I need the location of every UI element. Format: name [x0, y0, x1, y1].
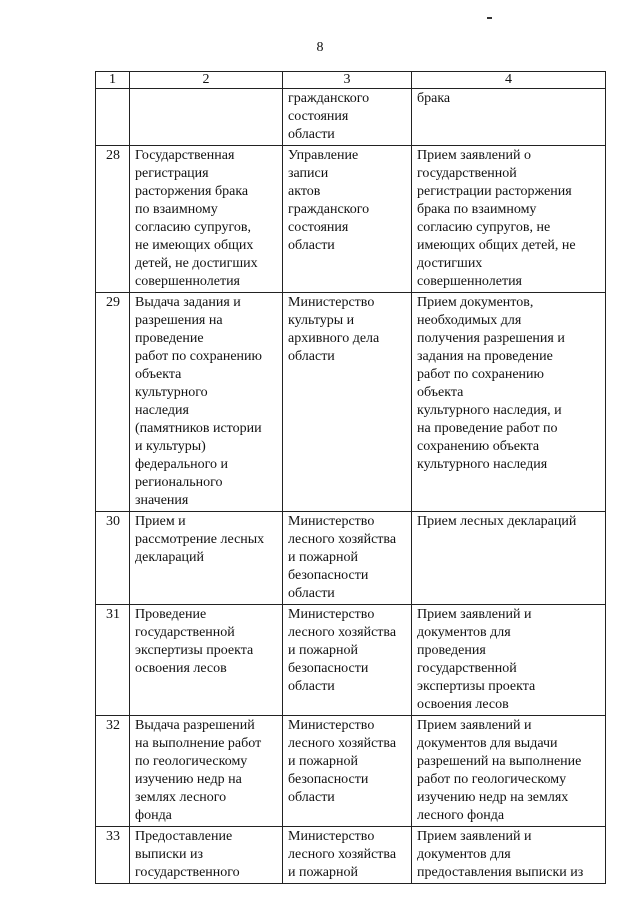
cell-text-line: регистрации расторжения [417, 184, 572, 199]
cell-text-line: культуры и [288, 313, 355, 328]
cell-text-line: состояния [288, 109, 349, 124]
service-name-cell [130, 146, 283, 293]
cell-text-line: на проведение работ по [417, 421, 558, 436]
service-name-cell [130, 512, 283, 605]
cell-text-line: Министерство [288, 829, 375, 844]
table-row [96, 716, 606, 827]
cell-text-line: и культуры) [135, 439, 206, 454]
cell-text-line: государственной [135, 625, 235, 640]
cell-text-line: экспертизы проекта [417, 679, 536, 694]
cell-text-line: брака по взаимному [417, 202, 537, 217]
cell-text-line: безопасности [288, 568, 369, 583]
header-col-4: 4 [412, 72, 606, 89]
procedure-cell [412, 716, 606, 827]
row-number-cell: 32 [96, 716, 130, 827]
cell-text-line: на выполнение работ [135, 736, 262, 751]
cell-text-line: согласию супругов, [135, 220, 251, 235]
cell-text-line: государственной [417, 661, 517, 676]
cell-text-line: значения [135, 493, 189, 508]
cell-text-line: области [288, 349, 335, 364]
cell-text-line: деклараций [135, 550, 205, 565]
service-name-cell [130, 89, 283, 146]
responsible-body-cell [283, 716, 412, 827]
procedure-cell [412, 605, 606, 716]
cell-text-line: фонда [135, 808, 172, 823]
cell-text-line: безопасности [288, 661, 369, 676]
responsible-body-cell [283, 293, 412, 512]
cell-text-line: расторжения брака [135, 184, 249, 199]
cell-text-line: области [288, 679, 335, 694]
cell-text-line: записи [288, 166, 329, 181]
cell-text-line: государственного [135, 865, 240, 880]
cell-text-line: Министерство [288, 718, 375, 733]
cell-text-line: работ по сохранению [135, 349, 262, 364]
cell-text-line: брака [417, 91, 451, 106]
cell-text-line: Государственная [135, 148, 235, 163]
cell-text-line: изучению недр на землях [417, 790, 569, 805]
service-name-cell [130, 827, 283, 884]
cell-text-line: государственной [417, 166, 517, 181]
cell-text-line: проведение [135, 331, 204, 346]
responsible-body-cell [283, 89, 412, 146]
cell-text-line: Проведение [135, 607, 207, 622]
cell-text-line: землях лесного [135, 790, 227, 805]
cell-text-line: лесного хозяйства [288, 625, 397, 640]
service-name-cell [130, 716, 283, 827]
cell-text-line: архивного дела [288, 331, 380, 346]
cell-text-line: по геологическому [135, 754, 248, 769]
cell-text-line: гражданского [288, 202, 370, 217]
cell-text-line: лесного хозяйства [288, 847, 397, 862]
table-row [96, 605, 606, 716]
service-name-cell [130, 293, 283, 512]
cell-text-line: Выдача задания и [135, 295, 241, 310]
cell-text-line: работ по сохранению [417, 367, 544, 382]
row-number-cell: 28 [96, 146, 130, 293]
cell-text-line: совершеннолетия [417, 274, 522, 289]
cell-text-line: культурного [135, 385, 208, 400]
cell-text-line: Прием лесных деклараций [417, 514, 577, 529]
cell-text-line: разрешения на [135, 313, 223, 328]
cell-text-line: объекта [417, 385, 464, 400]
procedure-cell [412, 146, 606, 293]
cell-text-line: изучению недр на [135, 772, 242, 787]
cell-text-line: работ по геологическому [417, 772, 567, 787]
cell-text-line: области [288, 238, 335, 253]
cell-text-line: безопасности [288, 772, 369, 787]
table-row [96, 146, 606, 293]
responsible-body-cell [283, 827, 412, 884]
services-table [95, 71, 606, 884]
cell-text-line: документов для выдачи [417, 736, 558, 751]
procedure-cell [412, 293, 606, 512]
cell-text-line: и пожарной [288, 550, 359, 565]
cell-text-line: необходимых для [417, 313, 522, 328]
cell-text-line: области [288, 790, 335, 805]
header-col-1: 1 [96, 72, 130, 89]
cell-text-line: Предоставление [135, 829, 233, 844]
header-col-3: 3 [283, 72, 412, 89]
row-number-cell: 30 [96, 512, 130, 605]
cell-text-line: Прием документов, [417, 295, 534, 310]
scan-speck [487, 17, 492, 19]
cell-text-line: лесного хозяйства [288, 736, 397, 751]
service-name-cell [130, 605, 283, 716]
cell-text-line: рассмотрение лесных [135, 532, 265, 547]
row-number-cell: 29 [96, 293, 130, 512]
cell-text-line: детей, не достигших [135, 256, 258, 271]
cell-text-line: гражданского [288, 91, 370, 106]
cell-text-line: объекта [135, 367, 182, 382]
table-row [96, 512, 606, 605]
table-row [96, 827, 606, 884]
cell-text-line: и пожарной [288, 865, 359, 880]
procedure-cell [412, 827, 606, 884]
cell-text-line: не имеющих общих [135, 238, 254, 253]
row-number-cell [96, 89, 130, 146]
table-row [96, 89, 606, 146]
cell-text-line: достигших [417, 256, 483, 271]
cell-text-line: области [288, 127, 335, 142]
cell-text-line: и пожарной [288, 643, 359, 658]
cell-text-line: федерального и [135, 457, 229, 472]
cell-text-line: освоения лесов [417, 697, 509, 712]
cell-text-line: Управление [288, 148, 359, 163]
cell-text-line: разрешений на выполнение [417, 754, 582, 769]
cell-text-line: задания на проведение [417, 349, 553, 364]
cell-text-line: культурного наследия, и [417, 403, 562, 418]
cell-text-line: лесного фонда [417, 808, 505, 823]
cell-text-line: Прием заявлений и [417, 829, 532, 844]
cell-text-line: по взаимному [135, 202, 218, 217]
cell-text-line: совершеннолетия [135, 274, 240, 289]
table-body [96, 89, 606, 884]
cell-text-line: Прием заявлений о [417, 148, 531, 163]
cell-text-line: лесного хозяйства [288, 532, 397, 547]
cell-text-line: сохранению объекта [417, 439, 540, 454]
cell-text-line: предоставления выписки из [417, 865, 584, 880]
procedure-cell [412, 512, 606, 605]
cell-text-line: Выдача разрешений [135, 718, 255, 733]
cell-text-line: культурного наследия [417, 457, 548, 472]
row-number-cell: 31 [96, 605, 130, 716]
cell-text-line: наследия [135, 403, 189, 418]
table-row [96, 293, 606, 512]
page-number: 8 [316, 40, 324, 55]
cell-text-line: документов для [417, 847, 511, 862]
cell-text-line: области [288, 586, 335, 601]
cell-text-line: Прием и [135, 514, 186, 529]
cell-text-line: Министерство [288, 607, 375, 622]
responsible-body-cell [283, 512, 412, 605]
row-number-cell: 33 [96, 827, 130, 884]
cell-text-line: и пожарной [288, 754, 359, 769]
cell-text-line: освоения лесов [135, 661, 227, 676]
procedure-cell [412, 89, 606, 146]
table-header-row [96, 72, 606, 89]
header-col-2: 2 [130, 72, 283, 89]
cell-text-line: согласию супругов, не [417, 220, 551, 235]
cell-text-line: Прием заявлений и [417, 607, 532, 622]
responsible-body-cell [283, 146, 412, 293]
cell-text-line: проведения [417, 643, 486, 658]
cell-text-line: экспертизы проекта [135, 643, 254, 658]
cell-text-line: регионального [135, 475, 223, 490]
cell-text-line: Министерство [288, 514, 375, 529]
cell-text-line: Прием заявлений и [417, 718, 532, 733]
cell-text-line: актов [288, 184, 321, 199]
cell-text-line: имеющих общих детей, не [417, 238, 576, 253]
cell-text-line: (памятников истории [135, 421, 262, 436]
cell-text-line: состояния [288, 220, 349, 235]
cell-text-line: регистрация [135, 166, 209, 181]
cell-text-line: получения разрешения и [417, 331, 565, 346]
responsible-body-cell [283, 605, 412, 716]
cell-text-line: документов для [417, 625, 511, 640]
cell-text-line: Министерство [288, 295, 375, 310]
cell-text-line: выписки из [135, 847, 204, 862]
